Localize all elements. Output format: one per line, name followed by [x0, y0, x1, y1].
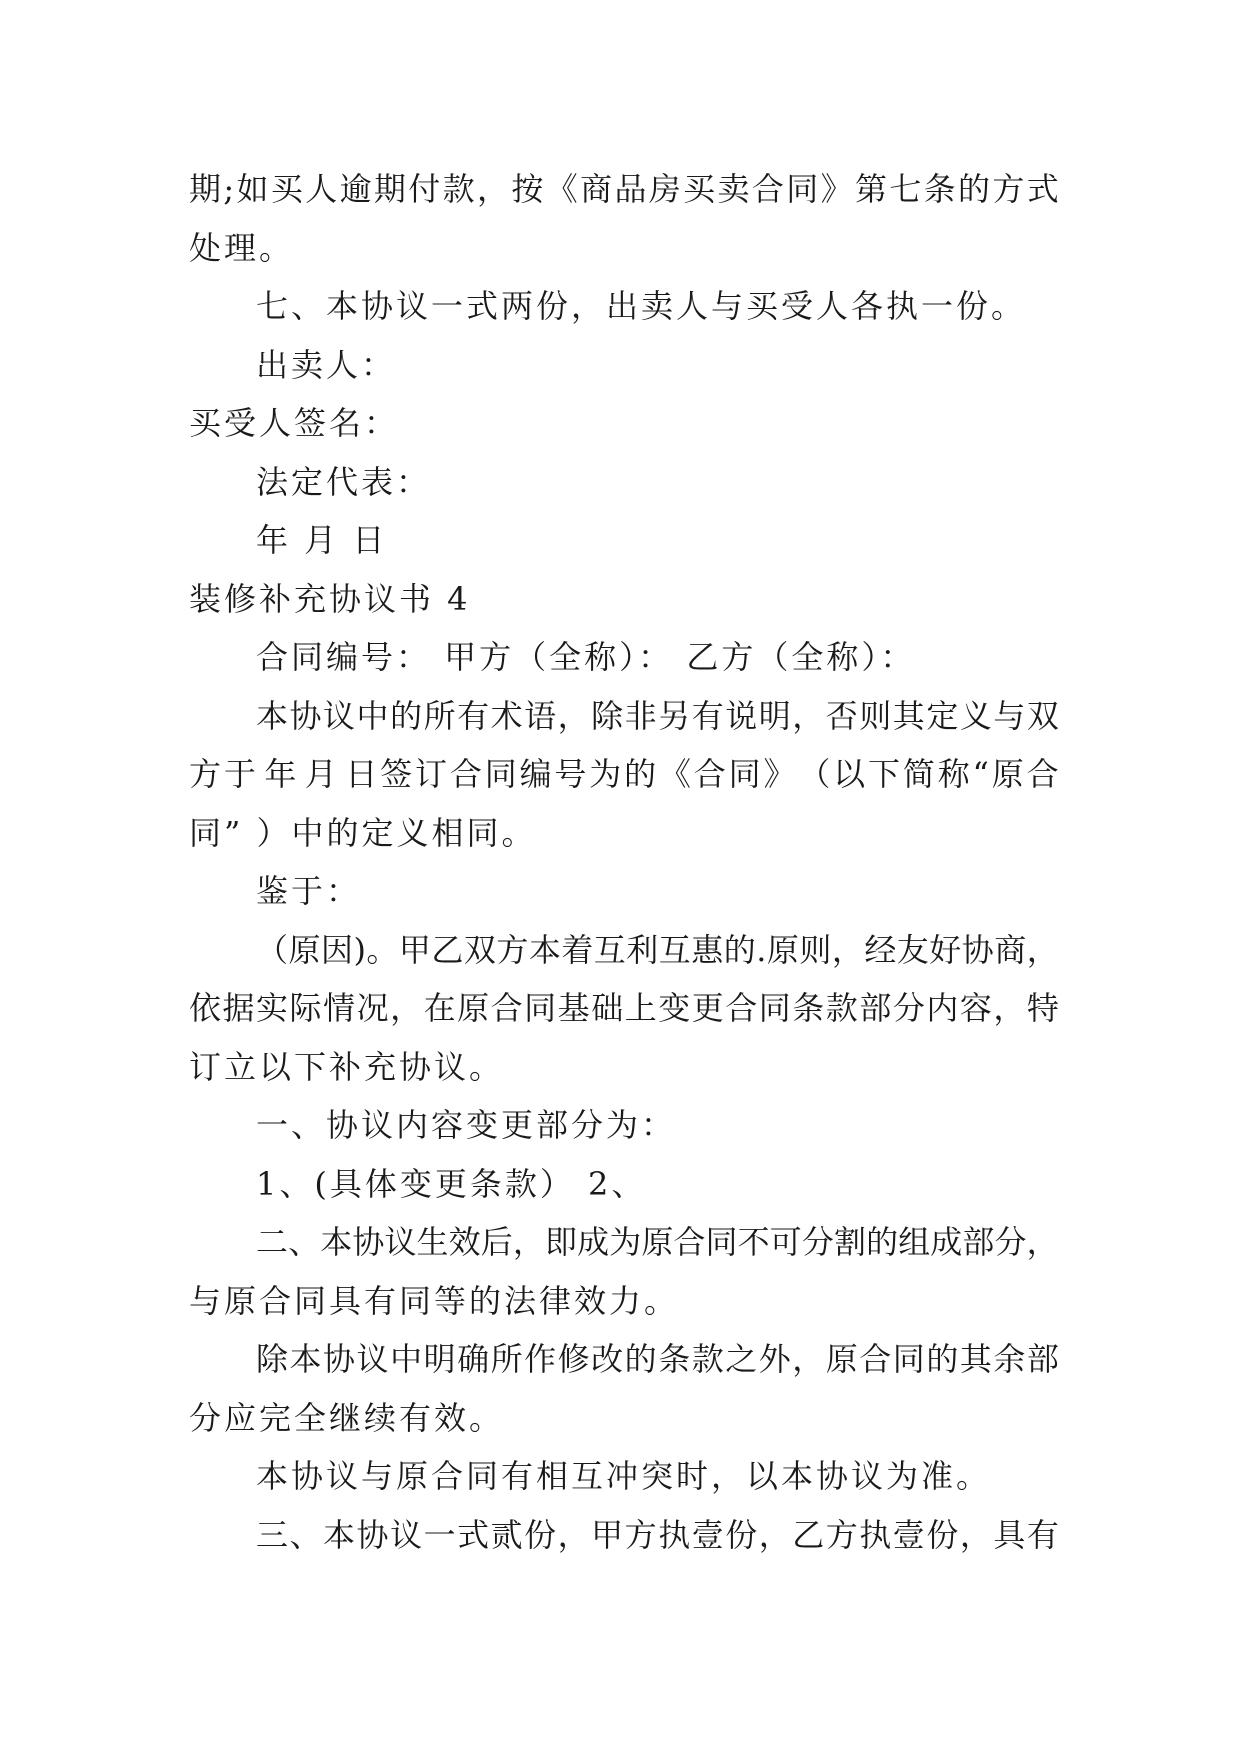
text-line: 除 本 协 议 中 明 确 所 作 修 改 的 条 款 之 外 ， 原 合 同 的 其 余 部 — [256, 1340, 1059, 1378]
text-line: 1、(具体变更条款） 2、 — [256, 1164, 647, 1203]
text-line: 年 月 日 — [256, 521, 388, 559]
text-line: 装修补充协议书 4 — [189, 579, 471, 618]
text-line: 与原合同具有同等的法律效力。 — [189, 1281, 680, 1320]
text-line: 本 协 议 中 的 所 有 术 语 ， 除 非 另 有 说 明 ， 否 则 其 定 义 与 双 — [256, 696, 1059, 735]
text-line: 本协议与原合同有相互冲突时，以本协议为准。 — [256, 1457, 992, 1495]
text-line: 合同编号： 甲方（全称）： 乙方（全称）： — [256, 638, 916, 676]
text-line: 法定代表： — [256, 462, 432, 501]
document-body — [189, 160, 1059, 1564]
text-line: 分应完全继续有效。 — [189, 1398, 505, 1437]
text-line: 同” ）中的定义相同。 — [189, 813, 537, 852]
text-line: 买受人签名： — [189, 404, 400, 442]
text-line: 三 、 本 协 议 一 式 贰 份 ， 甲 方 执 壹 份 ， 乙 方 执 壹 份 ， 具 有 — [256, 1515, 1059, 1554]
text-line: 处理。 — [189, 228, 295, 267]
text-line: 出卖人： — [256, 345, 397, 384]
text-line: 订立以下补充协议。 — [189, 1047, 505, 1086]
text-line: 二 、 本 协 议 生 效 后 ， 即 成 为 原 合 同 不 可 分 割 的 组 成 部 分 ， — [256, 1223, 1059, 1261]
text-line: 方 于 年 月 日 签 订 合 同 编 号 为 的 《 合 同 》 （ 以 下 简 称 “ 原 合 — [189, 755, 1059, 793]
text-line: 鉴于： — [256, 872, 362, 910]
text-line: 七、本协议一式两份，出卖人与买受人各执一份。 — [256, 287, 1027, 325]
text-line: 期 ; 如 买 人 逾 期 付 款 ， 按 《 商 品 房 买 卖 合 同 》 第 七 条 的 方 式 — [189, 170, 1059, 208]
text-line: 依 据 实 际 情 况 ， 在 原 合 同 基 础 上 变 更 合 同 条 款 部 分 内 容 ， 特 — [189, 989, 1059, 1027]
text-line: （ 原 因 ) 。 甲 乙 双 方 本 着 互 利 互 惠 的 . 原 则 ， 经 友 好 协 商 ， — [256, 930, 1059, 969]
text-line: 一、协议内容变更部分为： — [256, 1106, 677, 1144]
